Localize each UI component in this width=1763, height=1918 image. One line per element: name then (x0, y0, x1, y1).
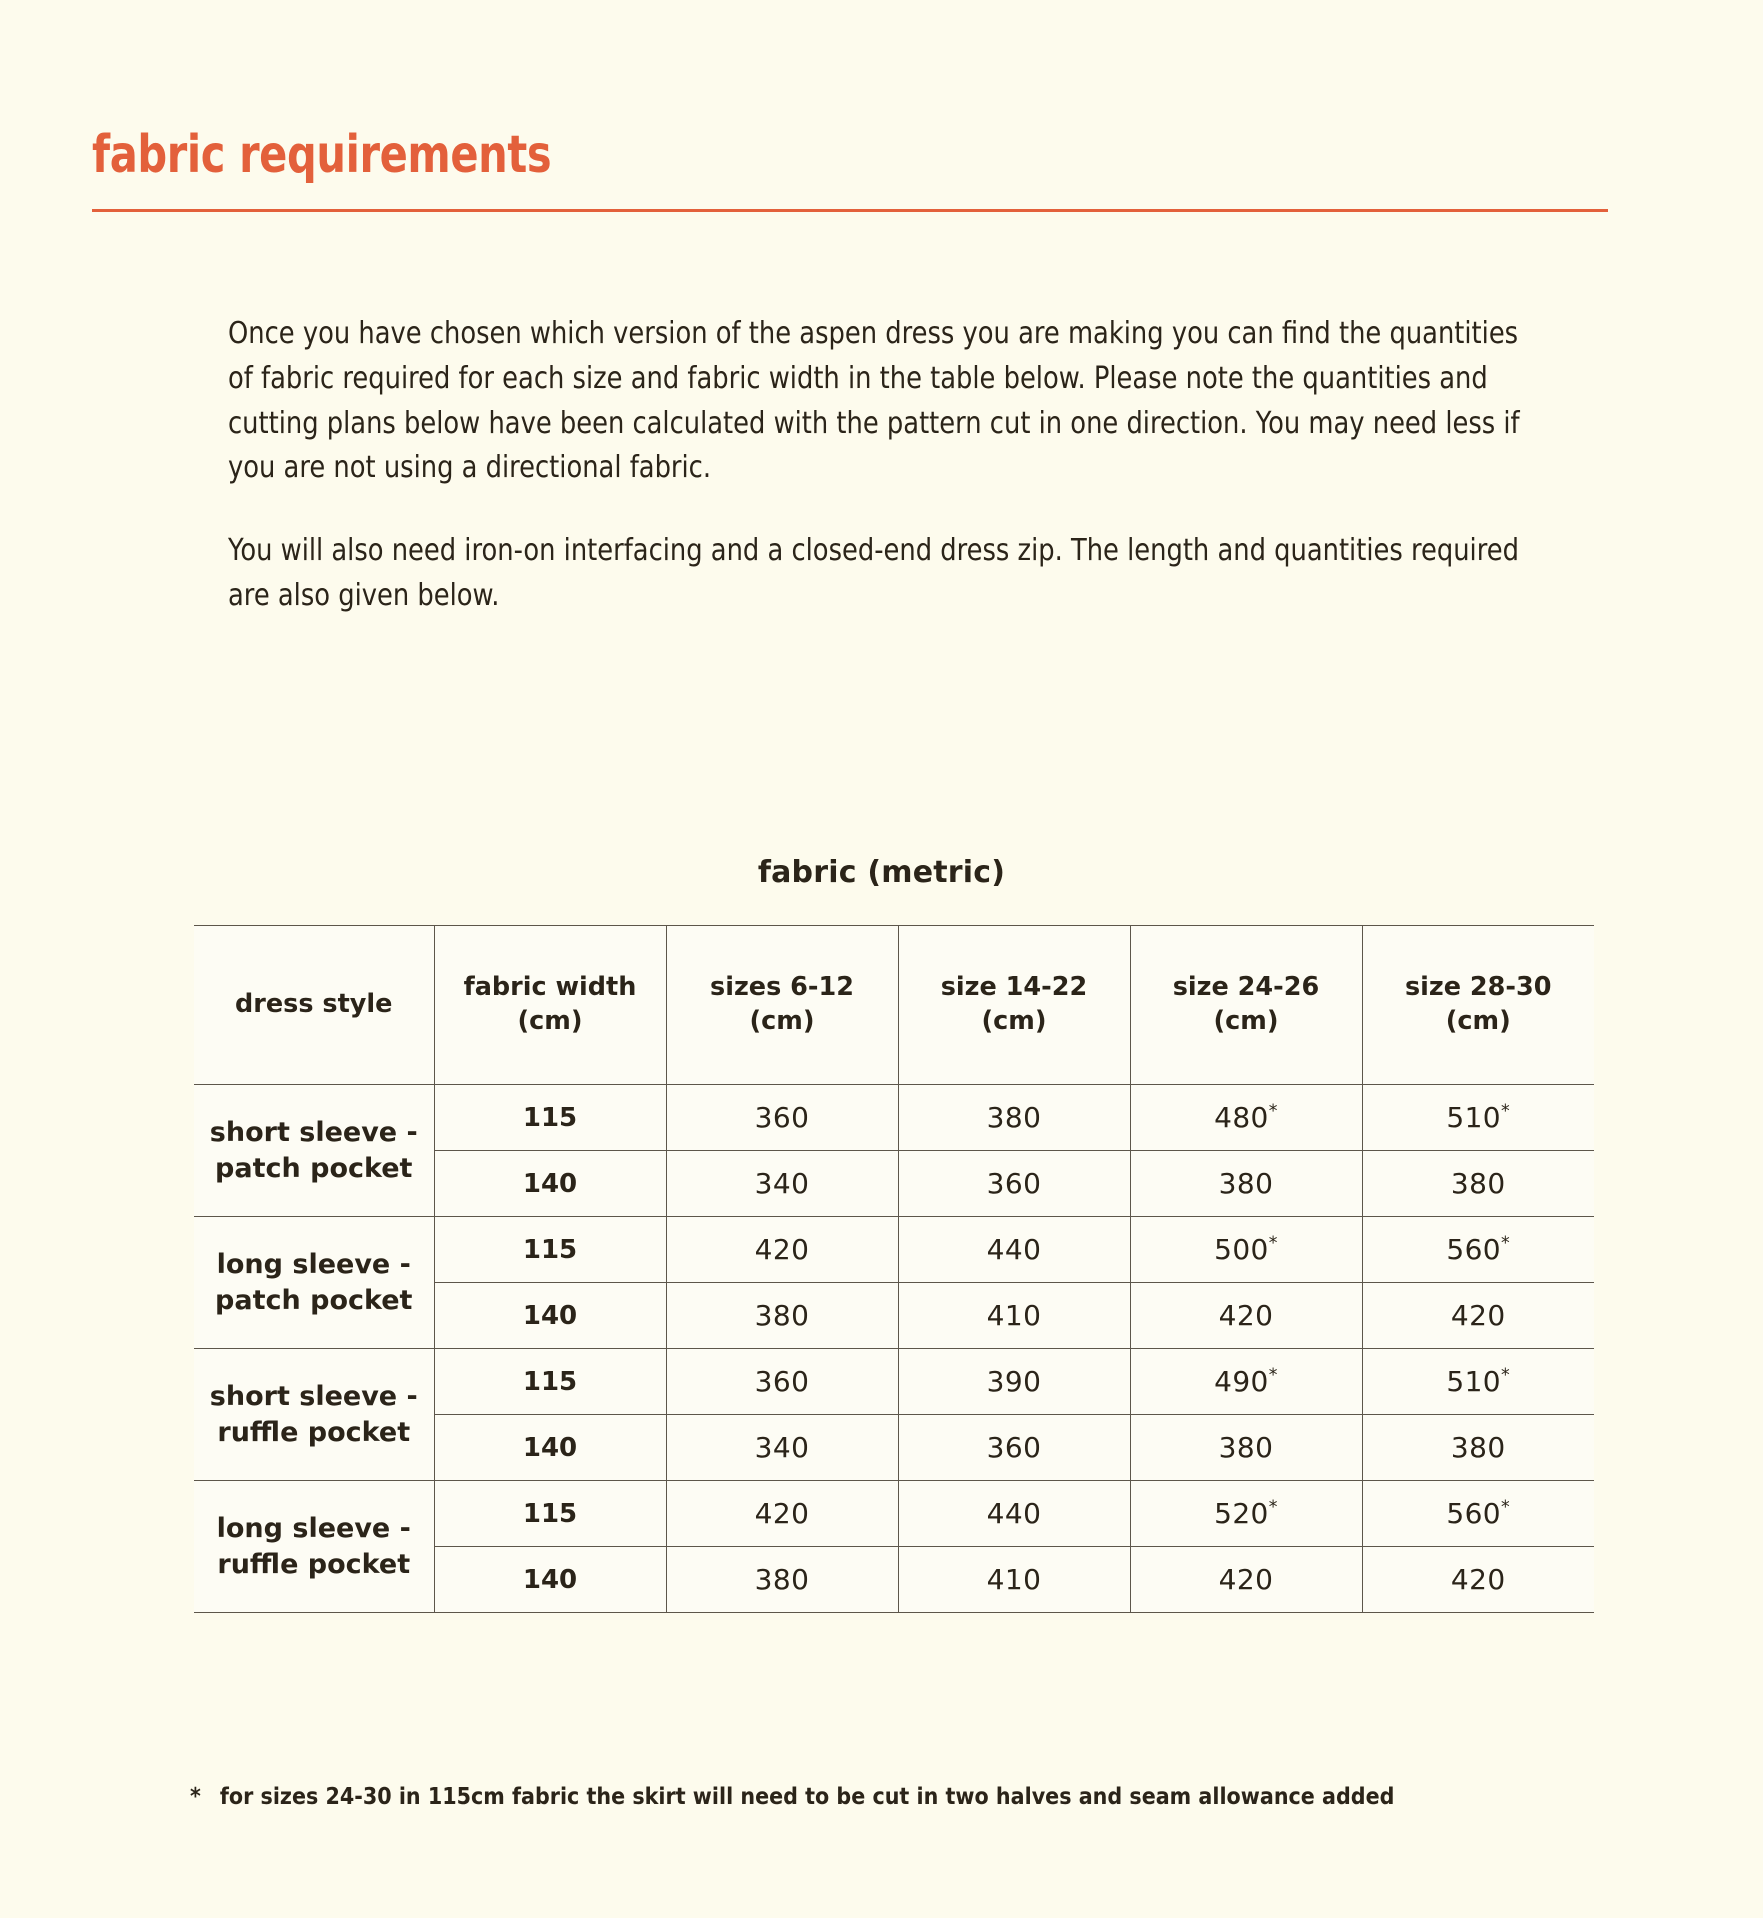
dress-style-line1: long sleeve - (216, 1249, 411, 1281)
dress-style-line2: ruffle pocket (217, 1548, 411, 1580)
column-header-size-14-22 (898, 926, 1130, 1085)
size-14-22-cell (898, 1481, 1130, 1547)
fabric-width-cell: 140 (434, 1415, 666, 1481)
size-value: 480 (1214, 1101, 1269, 1134)
footnote-marker: * (1268, 1233, 1278, 1254)
size-6-12-cell (666, 1217, 898, 1283)
size-24-26-cell (1130, 1151, 1362, 1217)
size-6-12-cell (666, 1349, 898, 1415)
size-value: 520 (1214, 1497, 1269, 1530)
size-28-30-cell (1362, 1481, 1594, 1547)
column-header-size-28-30 (1362, 926, 1594, 1085)
column-header-line2: (cm) (749, 1006, 815, 1036)
size-value: 380 (754, 1299, 810, 1332)
size-value: 510 (1446, 1101, 1502, 1134)
size-value: 420 (1450, 1563, 1506, 1596)
size-14-22-cell (898, 1085, 1130, 1151)
column-header-fabric-width (434, 926, 666, 1085)
column-header-line2: (cm) (517, 1006, 583, 1036)
size-6-12-cell (666, 1283, 898, 1349)
column-header-line1: sizes 6-12 (710, 972, 854, 1003)
column-header-line2: (cm) (981, 1006, 1047, 1036)
size-value: 420 (1218, 1563, 1274, 1596)
size-28-30-cell (1362, 1283, 1594, 1349)
table-title: fabric (metric) (757, 855, 1006, 890)
dress-style-cell (194, 1085, 434, 1217)
table-body (194, 1085, 1594, 1613)
column-header-line2: (cm) (1213, 1006, 1279, 1036)
footnote-marker: * (1501, 1233, 1511, 1254)
size-6-12-cell (666, 1415, 898, 1481)
footnote-marker: * (1501, 1365, 1511, 1386)
size-value: 380 (1450, 1431, 1506, 1464)
size-28-30-cell (1362, 1151, 1594, 1217)
column-header-line1: size 14-22 (940, 972, 1088, 1003)
size-value: 510 (1446, 1365, 1502, 1398)
size-value: 410 (986, 1299, 1042, 1332)
title-divider (92, 209, 1608, 212)
dress-style-cell (194, 1217, 434, 1349)
footnote-marker: * (190, 1782, 201, 1810)
column-header-line1: dress style (235, 989, 393, 1020)
size-6-12-cell (666, 1547, 898, 1613)
size-value: 380 (1218, 1167, 1274, 1200)
title-block (92, 125, 1612, 212)
table-row (194, 1349, 1594, 1415)
size-value: 560 (1446, 1497, 1502, 1530)
table-header (194, 926, 1594, 1085)
table-header-row (194, 926, 1594, 1085)
size-value: 420 (1218, 1299, 1274, 1332)
size-6-12-cell (666, 1151, 898, 1217)
column-header-line1: fabric width (463, 972, 637, 1003)
size-14-22-cell (898, 1349, 1130, 1415)
size-28-30-cell (1362, 1415, 1594, 1481)
column-header-line2: (cm) (1445, 1006, 1511, 1036)
fabric-table-container (194, 925, 1594, 1613)
table-footnote (190, 1782, 1440, 1810)
size-value: 420 (754, 1233, 810, 1266)
footnote-text: for sizes 24-30 in 115cm fabric the skirt will need to be cut in two halves and seam allowance added (219, 1782, 1395, 1810)
size-value: 380 (754, 1563, 810, 1596)
size-value: 440 (986, 1233, 1042, 1266)
size-value: 360 (986, 1167, 1042, 1200)
size-28-30-cell (1362, 1547, 1594, 1613)
size-14-22-cell (898, 1217, 1130, 1283)
fabric-requirements-table (194, 925, 1594, 1613)
size-14-22-cell (898, 1547, 1130, 1613)
footnote-marker: * (1268, 1101, 1278, 1122)
size-value: 360 (986, 1431, 1042, 1464)
size-24-26-cell (1130, 1217, 1362, 1283)
size-value: 380 (1450, 1167, 1506, 1200)
footnote-marker: * (1501, 1497, 1511, 1518)
dress-style-line2: ruffle pocket (217, 1416, 411, 1448)
size-24-26-cell (1130, 1283, 1362, 1349)
size-value: 440 (986, 1497, 1042, 1530)
size-28-30-cell (1362, 1349, 1594, 1415)
table-row (194, 1217, 1594, 1283)
size-value: 490 (1214, 1365, 1269, 1398)
fabric-width-cell: 115 (434, 1085, 666, 1151)
size-value: 420 (1450, 1299, 1506, 1332)
table-row (194, 1085, 1594, 1151)
size-value: 410 (986, 1563, 1042, 1596)
size-value: 340 (754, 1431, 810, 1464)
dress-style-line2: patch pocket (215, 1152, 413, 1184)
dress-style-line2: patch pocket (215, 1284, 413, 1316)
size-14-22-cell (898, 1151, 1130, 1217)
size-24-26-cell (1130, 1349, 1362, 1415)
intro-paragraph-2: You will also need iron-on interfacing and a closed-end dress zip. The length and quantities required are also given below. (228, 533, 1519, 614)
dress-style-line1: short sleeve - (209, 1381, 418, 1413)
column-header-dress-style (194, 926, 434, 1085)
size-14-22-cell (898, 1283, 1130, 1349)
size-14-22-cell (898, 1415, 1130, 1481)
dress-style-cell (194, 1481, 434, 1613)
table-row (194, 1481, 1594, 1547)
size-value: 340 (754, 1167, 810, 1200)
size-value: 380 (986, 1101, 1042, 1134)
column-header-line1: size 24-26 (1172, 972, 1320, 1003)
dress-style-cell (194, 1349, 434, 1481)
column-header-sizes-6-12 (666, 926, 898, 1085)
dress-style-line1: long sleeve - (216, 1513, 411, 1545)
fabric-width-cell: 115 (434, 1481, 666, 1547)
dress-style-line1: short sleeve - (209, 1117, 418, 1149)
size-24-26-cell (1130, 1481, 1362, 1547)
fabric-width-cell: 115 (434, 1349, 666, 1415)
size-value: 380 (1218, 1431, 1274, 1464)
fabric-width-cell: 140 (434, 1151, 666, 1217)
size-value: 560 (1446, 1233, 1502, 1266)
size-6-12-cell (666, 1085, 898, 1151)
footnote-marker: * (1268, 1365, 1278, 1386)
fabric-width-cell: 140 (434, 1547, 666, 1613)
intro-paragraph-1: Once you have chosen which version of the aspen dress you are making you can find the quantities of fabric required for each size and fabric width in the table below. Please note the quantities and cutting plans below have been calculated with the pattern cut in one direction. You may need less if you are not using a directional fabric. (228, 316, 1520, 486)
intro-text-block (228, 312, 1538, 619)
column-header-line1: size 28-30 (1405, 972, 1552, 1003)
size-value: 390 (986, 1365, 1042, 1398)
column-header-size-24-26 (1130, 926, 1362, 1085)
size-value: 420 (754, 1497, 810, 1530)
footnote-marker: * (1501, 1101, 1511, 1122)
size-24-26-cell (1130, 1085, 1362, 1151)
fabric-width-cell: 115 (434, 1217, 666, 1283)
footnote-marker: * (1268, 1497, 1278, 1518)
size-value: 360 (754, 1365, 810, 1398)
size-24-26-cell (1130, 1415, 1362, 1481)
size-28-30-cell (1362, 1217, 1594, 1283)
size-6-12-cell (666, 1481, 898, 1547)
page-title: fabric requirements (92, 125, 552, 185)
size-value: 360 (754, 1101, 810, 1134)
size-value: 500 (1214, 1233, 1269, 1266)
fabric-width-cell: 140 (434, 1283, 666, 1349)
size-28-30-cell (1362, 1085, 1594, 1151)
size-24-26-cell (1130, 1547, 1362, 1613)
